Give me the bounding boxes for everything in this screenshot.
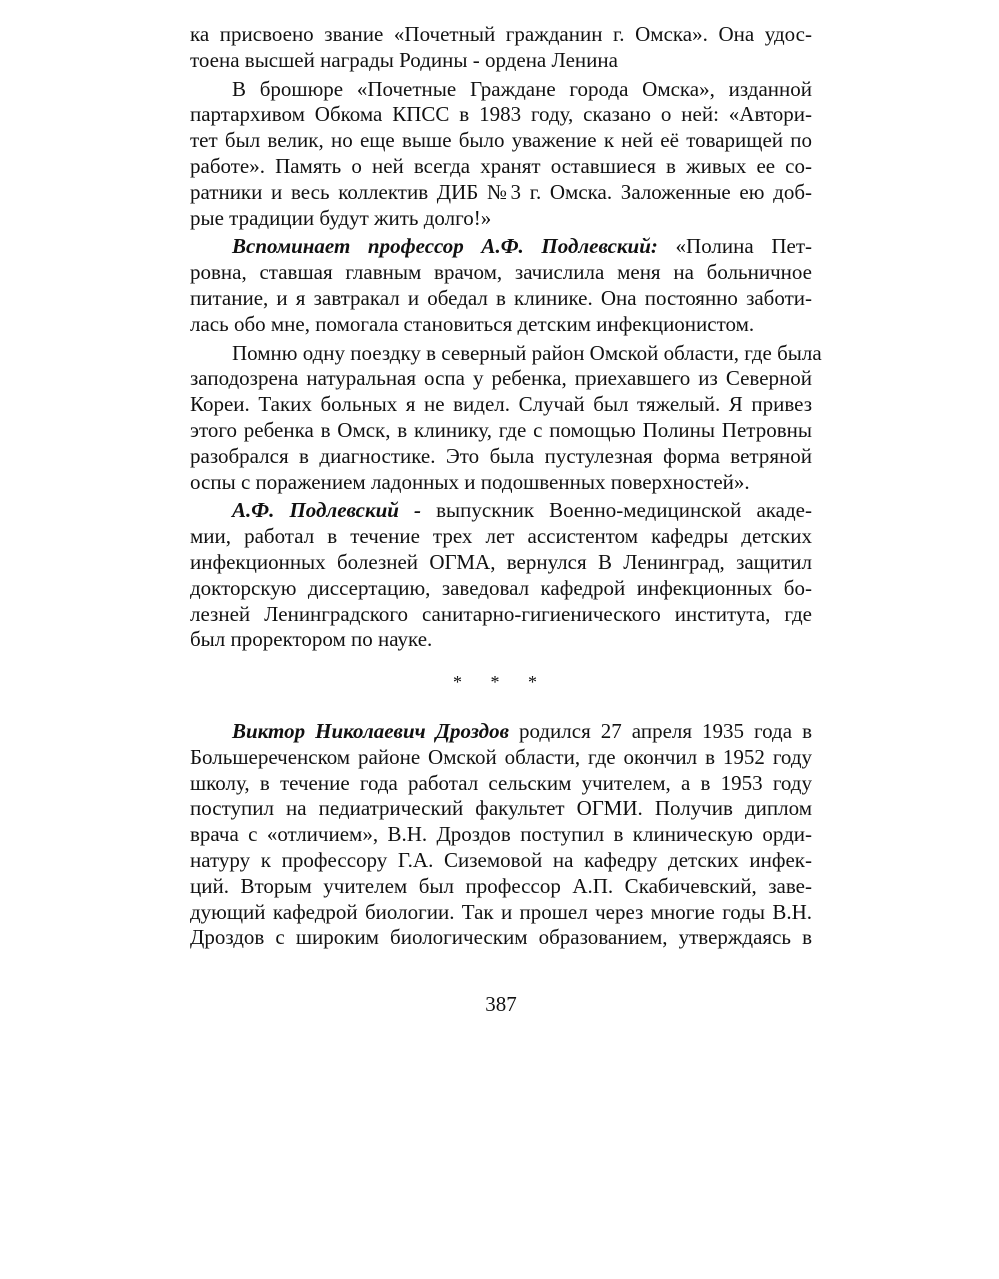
text-line: лась обо мне, помогала становиться детским инфекционистом. (190, 311, 755, 336)
text-line: В брошюре «Почетные Граждане города Омска», изданной (232, 76, 812, 101)
paragraph-smallpox-trip (190, 340, 822, 496)
text-line: лезней Ленинградского санитарно-гигиенического института, где (190, 601, 812, 626)
text-line: дующий кафедрой биологии. Так и прошел через многие годы В.Н. (190, 899, 812, 924)
text-line: врача с «отличием», В.Н. Дроздов поступил в клиническую орди- (190, 822, 812, 847)
text-line: рые традиции будут жить долго!» (190, 205, 492, 230)
text-line: натуру к профессору Г.А. Сиземовой на кафедру детских инфек- (190, 847, 812, 872)
text-line: мии, работал в течение трех лет ассистентом кафедры детских (190, 524, 812, 549)
text-line: партархивом Обкома КПСС в 1983 году, сказано о ней: «Автори- (190, 102, 812, 127)
text-line: инфекционных болезней ОГМА, вернулся В Ленинград, защитил (190, 549, 812, 574)
text-line: тет был велик, но еще выше было уважение к ней её товарищей по (190, 128, 812, 153)
text-line: этого ребенка в Омск, в клинику, где с помощью Полины Петровны (190, 417, 812, 442)
section-separator: * * * (453, 672, 549, 692)
lead-continuation: «Полина Пет- (657, 234, 812, 259)
text-line: разобрался в диагностике. Это была пустулезная форма ветряной (190, 443, 812, 468)
text-line: Помню одну поездку в северный район Омской области, где была (232, 340, 822, 365)
document-page (190, 22, 822, 1016)
author-lead: Вспоминает профессор А.Ф. Подлевский: (232, 234, 658, 259)
text-line: ратники и весь коллектив ДИБ №3 г. Омска. Заложенные ею доб- (190, 179, 812, 204)
text-line (190, 498, 812, 524)
text-line: докторскую диссертацию, заведовал кафедрой инфекционных бо- (190, 575, 812, 600)
text-line (190, 719, 812, 745)
paragraph-drozdov-bio (190, 719, 812, 951)
text-line: Кореи. Таких больных я не видел. Случай был тяжелый. Я привез (190, 392, 812, 417)
person-name-lead: Виктор Николаевич Дроздов (232, 719, 509, 743)
text-line: работе». Память о ней всегда хранят оставшиеся в живых ее со- (190, 153, 812, 178)
text-line: ровна, ставшая главным врачом, зачислила меня на больничное (190, 260, 812, 285)
author-lead: А.Ф. Подлевский - (232, 498, 422, 523)
text-line: заподозрена натуральная оспа у ребенка, приехавшего из Северной (190, 366, 812, 391)
paragraph-brochure (190, 77, 812, 232)
text-line: Дроздов с широким биологическим образованием, утверждаясь в (190, 925, 812, 950)
lead-continuation: родился 27 апреля 1935 года в (508, 719, 812, 743)
page-number: 387 (485, 992, 517, 1016)
text-line: Большереченском районе Омской области, где окончил в 1952 году (190, 744, 812, 769)
text-line: оспы с поражением ладонных и подошвенных поверхностей». (190, 469, 750, 494)
text-line: поступил на педиатрический факультет ОГМИ. Получив диплом (190, 796, 812, 821)
text-line: тоена высшей награды Родины - ордена Ленина (190, 47, 618, 72)
lead-continuation: выпускник Военно-медицинской акаде- (421, 498, 812, 523)
paragraph-honorary-citizen (190, 22, 812, 74)
text-line: школу, в течение года работал сельским учителем, а в 1953 году (190, 770, 812, 795)
paragraph-podlevsky-memory (190, 234, 812, 337)
text-line: питание, и я завтракал и обедал в клинике. Она постоянно заботи- (190, 285, 812, 310)
text-line: был проректором по науке. (190, 627, 433, 652)
text-line: ций. Вторым учителем был профессор А.П. Скабичевский, заве- (190, 873, 812, 898)
text-line: ка присвоено звание «Почетный гражданин г. Омска». Она удос- (190, 22, 812, 46)
paragraph-podlevsky-bio (190, 498, 812, 653)
text-line (190, 234, 812, 260)
